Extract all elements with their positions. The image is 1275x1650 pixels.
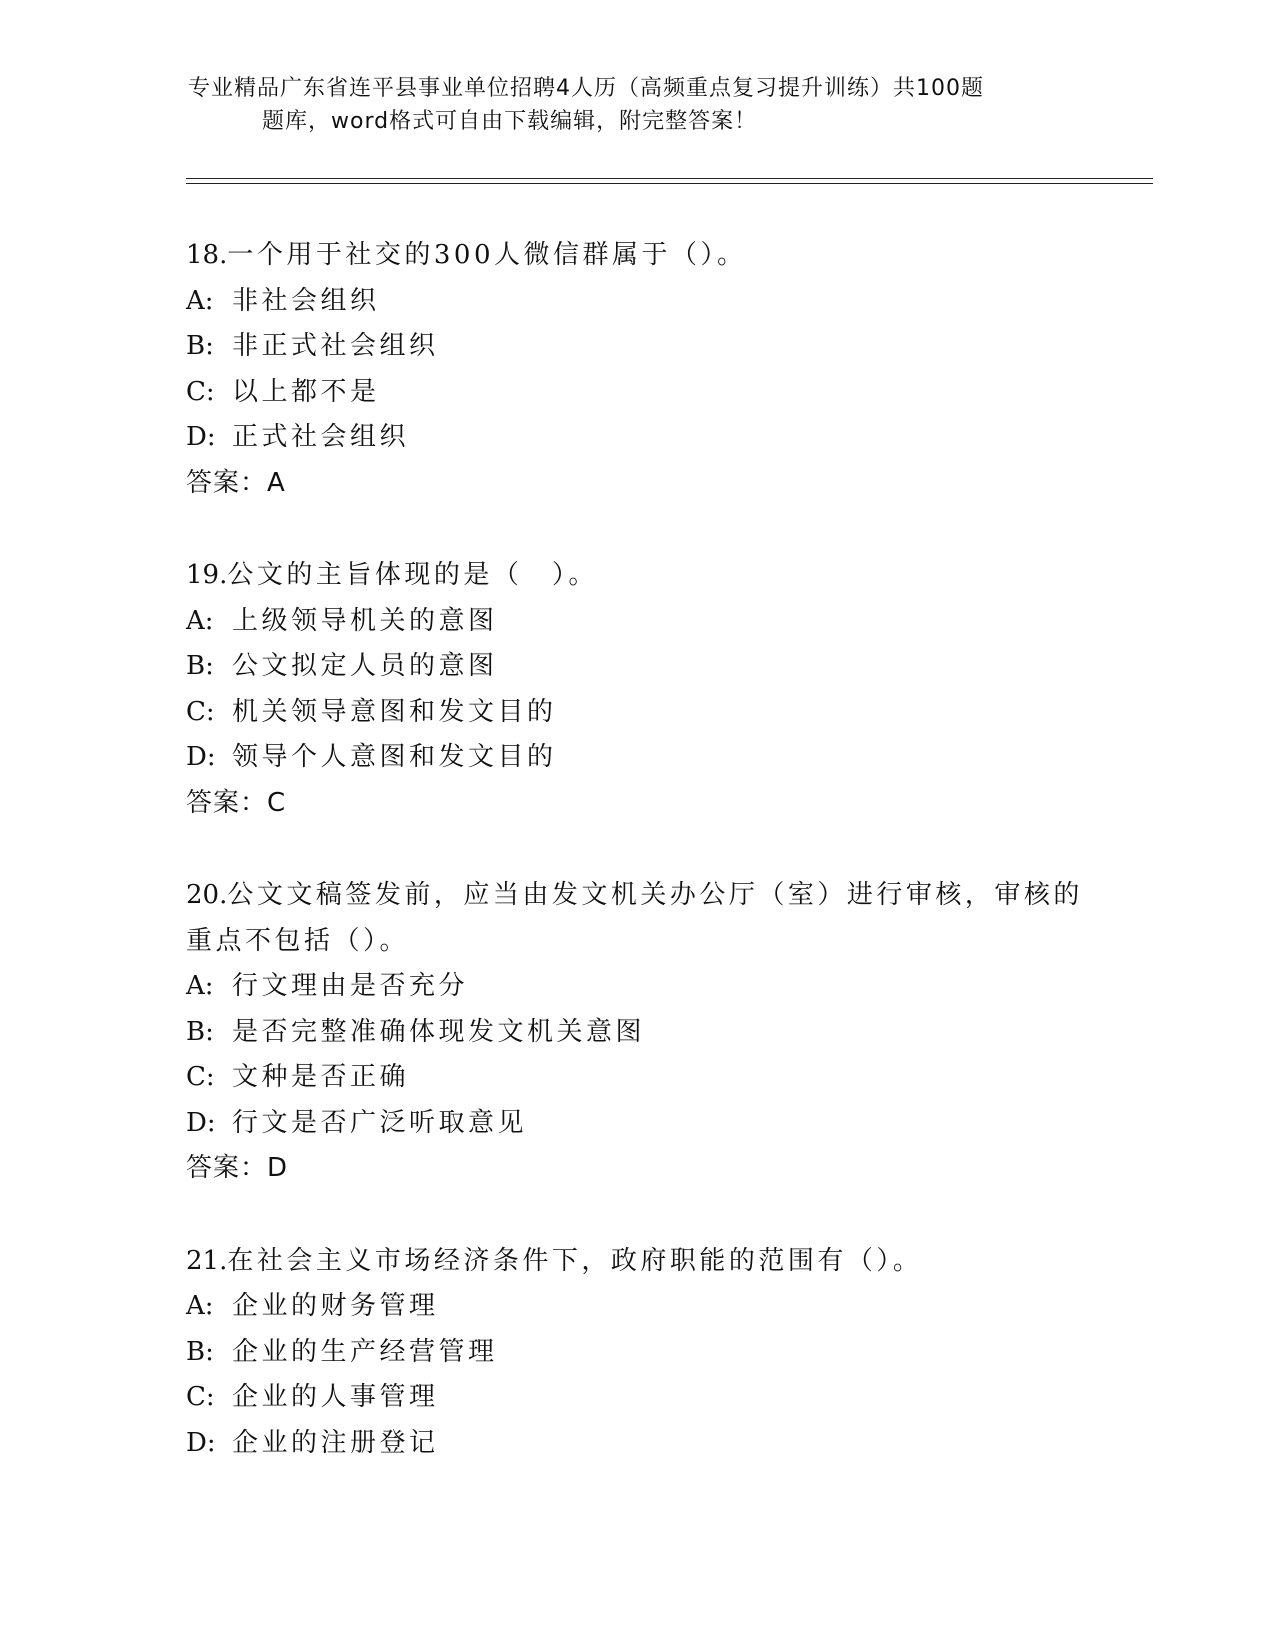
question-text: 在社会主义市场经济条件下，政府职能的范围有（）。 [227, 1245, 923, 1276]
header-divider-bottom [186, 183, 1153, 184]
option-text: 企业的注册登记 [232, 1427, 439, 1458]
option-key: B: [186, 651, 214, 681]
option-key: D: [186, 1427, 216, 1458]
question-stem [186, 873, 1086, 919]
option-a [186, 964, 1086, 1010]
option-key: C: [186, 696, 215, 727]
option-c [186, 1055, 1086, 1101]
option-text: 企业的生产经营管理 [232, 1336, 498, 1367]
option-a [186, 1284, 1086, 1330]
question-number: 19. [186, 560, 228, 590]
option-text: 上级领导机关的意图 [232, 605, 498, 636]
option-key: A: [186, 971, 214, 1001]
question-19 [186, 553, 1086, 826]
document-title-line-1: 专业精品广东省连平县事业单位招聘4人历（高频重点复习提升训练）共100题 [188, 76, 984, 101]
question-20 [186, 873, 1086, 1192]
option-text: 机关领导意图和发文目的 [232, 696, 557, 727]
option-c [186, 370, 1086, 416]
option-key: A: [186, 1291, 214, 1321]
option-key: B: [186, 1336, 214, 1367]
option-text: 非正式社会组织 [232, 331, 439, 361]
option-key: C: [186, 1062, 215, 1092]
option-b [186, 324, 1086, 370]
option-text: 领导个人意图和发文目的 [232, 742, 557, 772]
option-a [186, 279, 1086, 325]
option-key: B: [186, 331, 214, 361]
option-key: C: [186, 376, 215, 407]
answer-line: 答案：D [186, 1153, 289, 1183]
question-number: 21. [186, 1245, 228, 1276]
answer-line: 答案：C [186, 787, 287, 818]
option-text: 行文是否广泛听取意见 [232, 1107, 528, 1138]
question-21 [186, 1239, 1086, 1467]
option-key: D: [186, 742, 216, 772]
answer-line: 答案：A [186, 467, 286, 498]
question-text: 公文的主旨体现的是（ ）。 [227, 560, 598, 590]
question-stem [186, 1239, 1086, 1285]
option-text: 企业的财务管理 [232, 1291, 439, 1321]
question-number: 18. [186, 240, 228, 270]
document-title-line-2: 题库，word格式可自由下载编辑，附完整答案！ [262, 109, 758, 134]
option-key: C: [186, 1382, 215, 1412]
option-text: 企业的人事管理 [232, 1382, 439, 1412]
option-text: 公文拟定人员的意图 [232, 651, 498, 681]
option-b [186, 1330, 1086, 1376]
option-d [186, 1421, 1086, 1467]
option-c [186, 1375, 1086, 1421]
option-b [186, 1010, 1086, 1056]
option-key: A: [186, 605, 214, 636]
question-list [186, 233, 1086, 1513]
document-header [188, 72, 1088, 138]
option-d [186, 1101, 1086, 1147]
option-key: A: [186, 285, 214, 316]
option-a [186, 599, 1086, 645]
option-text: 文种是否正确 [232, 1062, 410, 1092]
option-d [186, 735, 1086, 781]
question-stem [186, 553, 1086, 599]
question-18 [186, 233, 1086, 506]
question-stem [186, 233, 1086, 279]
option-text: 行文理由是否充分 [232, 971, 469, 1001]
option-text: 正式社会组织 [232, 422, 410, 452]
option-d [186, 415, 1086, 461]
option-key: B: [186, 1016, 214, 1047]
question-text: 公文文稿签发前，应当由发文机关办公厅（室）进行审核，审核的 [227, 880, 1083, 910]
question-number: 20. [186, 880, 228, 910]
question-text-continued: 重点不包括（）。 [186, 925, 410, 956]
option-key: D: [186, 422, 216, 452]
option-text: 非社会组织 [232, 285, 380, 316]
option-c [186, 690, 1086, 736]
question-text: 一个用于社交的300人微信群属于（）。 [227, 240, 747, 270]
option-key: D: [186, 1107, 216, 1138]
header-divider-top [186, 178, 1153, 179]
option-text: 以上都不是 [232, 376, 380, 407]
option-text: 是否完整准确体现发文机关意图 [232, 1016, 646, 1047]
option-b [186, 644, 1086, 690]
